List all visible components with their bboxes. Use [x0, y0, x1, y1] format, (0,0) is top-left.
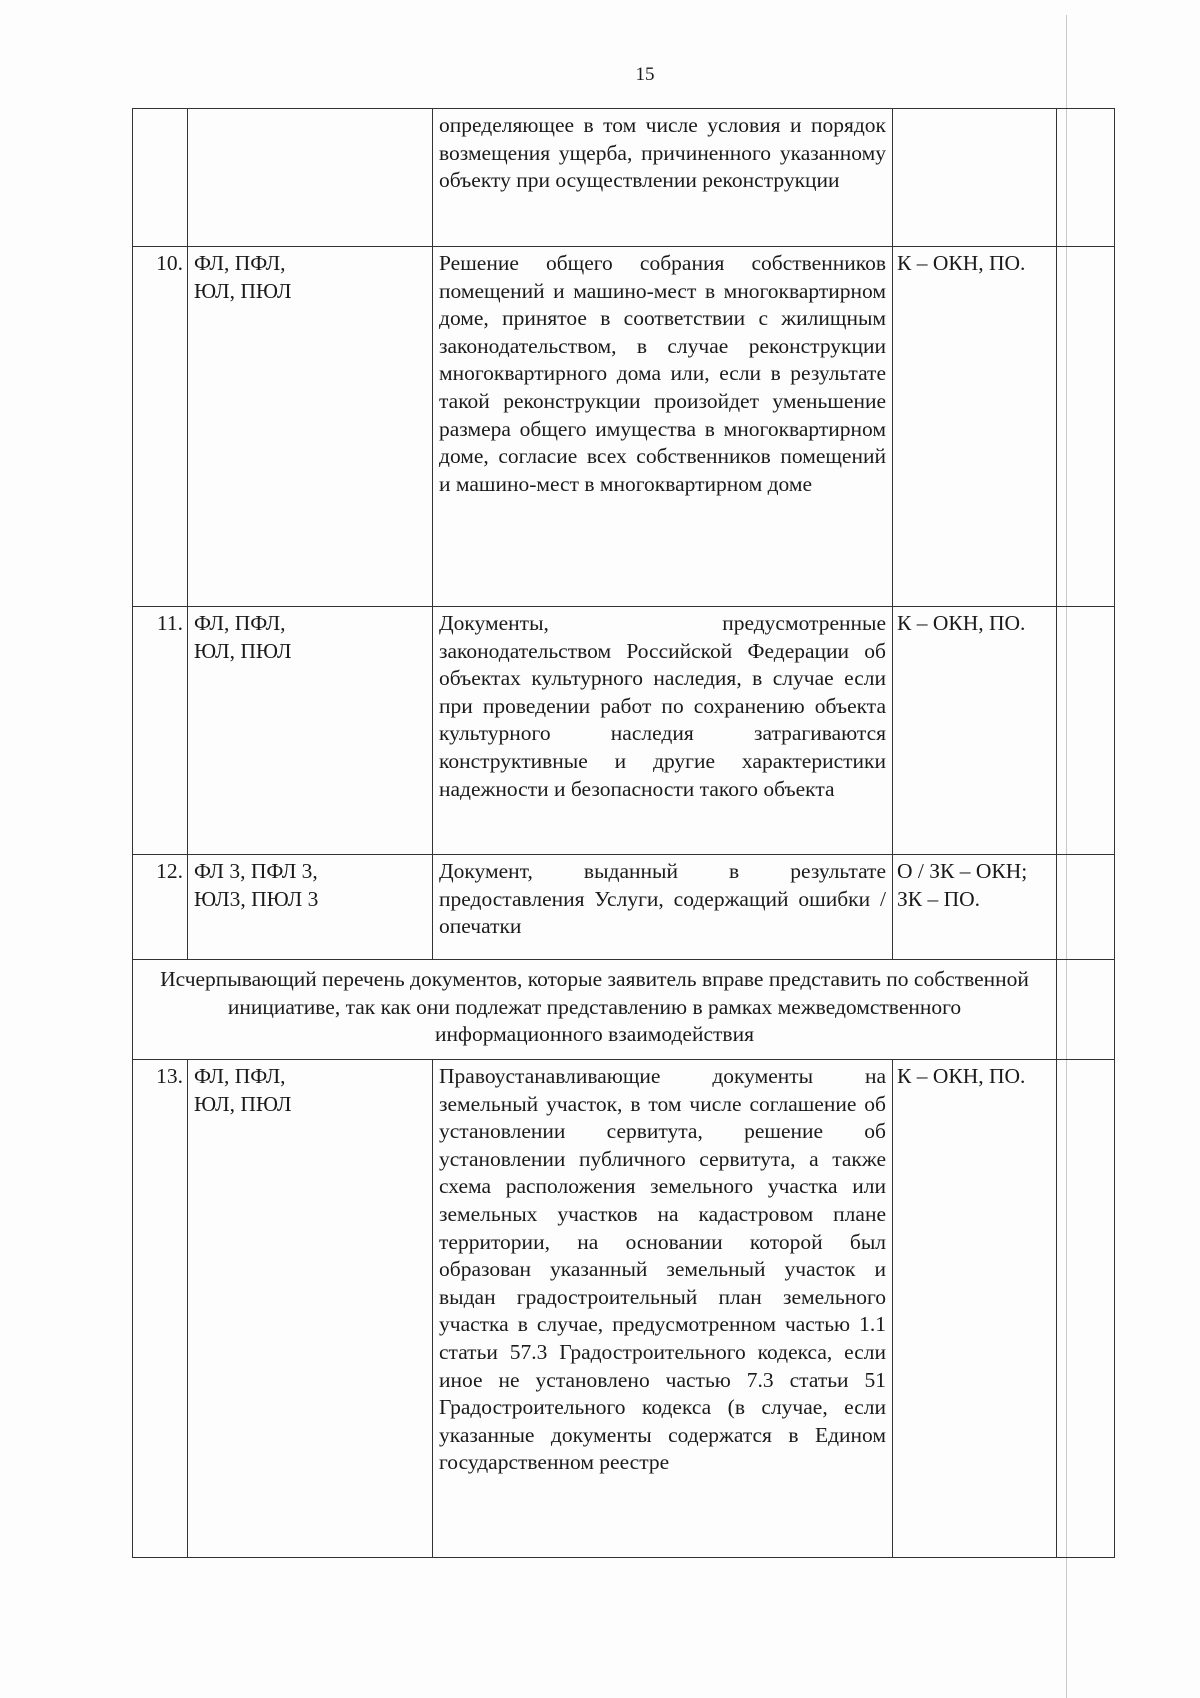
section-heading-row	[133, 960, 1115, 1060]
document-cell: Документы, предусмотренные законодательством Российской Федерации об объектах культурного наследия, в случае если при проведении работ по сохранению объекта культурного наследия затрагиваются конструктивные и другие характеристики надежности и безопасности такого объекта	[433, 607, 893, 855]
row-number: 12.	[133, 855, 188, 960]
mode-line: О / ЗК – ОКН;	[897, 859, 1028, 883]
applicant-line: ФЛ, ПФЛ,	[194, 251, 286, 275]
table-row-continuation	[133, 109, 1115, 247]
row-number: 10.	[133, 247, 188, 607]
applicants-cell	[188, 607, 433, 855]
applicant-line: ФЛ, ПФЛ,	[194, 1064, 286, 1088]
section-heading: Исчерпывающий перечень документов, которые заявитель вправе представить по собственной инициативе, так как они подлежат представлению в рамках межведомственного информационного взаимодействия	[133, 960, 1057, 1060]
applicants-cell	[188, 855, 433, 960]
row-number: 11.	[133, 607, 188, 855]
table-row	[133, 247, 1115, 607]
applicant-line: ЮЛ, ПЮЛ	[194, 638, 292, 663]
applicant-line: ЮЛ, ПЮЛ	[194, 1091, 292, 1116]
applicant-line: ФЛ, ПФЛ,	[194, 611, 286, 635]
extra-cell	[1057, 1060, 1115, 1558]
applicant-line: ЮЛ3, ПЮЛ 3	[194, 886, 319, 911]
applicants-cell	[188, 1060, 433, 1558]
mode-cell	[893, 1060, 1057, 1558]
mode-line: К – ОКН, ПО.	[897, 251, 1026, 275]
table-row	[133, 607, 1115, 855]
document-cell: Решение общего собрания собственников помещений и машино-мест в многоквартирном доме, принятое в соответствии с жилищным законодательством, в случае реконструкции многоквартирного дома или, если в результате такой реконструкции произойдет уменьшение размера общего имущества в многоквартирном доме, согласие всех собственников помещений и машино-мест в многоквартирном доме	[433, 247, 893, 607]
mode-cell	[893, 109, 1057, 247]
page-number: 15	[635, 64, 655, 85]
applicant-line: ФЛ 3, ПФЛ 3,	[194, 859, 318, 883]
extra-cell	[1057, 607, 1115, 855]
mode-cell	[893, 247, 1057, 607]
applicants-cell	[188, 109, 433, 247]
extra-cell	[1057, 960, 1115, 1060]
extra-cell	[1057, 247, 1115, 607]
document-cell: Правоустанавливающие документы на земельный участок, в том числе соглашение об установлении сервитута, решение об установлении публичного сервитута, а также схема расположения земельного участка или земельных участков на кадастровом плане территории, на основании которой был образован указанный земельный участок и выдан градостроительный план земельного участка в случае, предусмотренном частью 1.1 статьи 57.3 Градостроительного кодекса, если иное не установлено частью 7.3 статьи 51 Градостроительного кодекса (в случае, если указанные документы содержатся в Едином государственном реестре	[433, 1060, 893, 1558]
mode-line: ЗК – ПО.	[897, 886, 981, 911]
extra-cell	[1057, 109, 1115, 247]
applicants-cell	[188, 247, 433, 607]
extra-cell	[1057, 855, 1115, 960]
row-number: 13.	[133, 1060, 188, 1558]
document-cell: Документ, выданный в результате предоставления Услуги, содержащий ошибки /опечатки	[433, 855, 893, 960]
applicant-line: ЮЛ, ПЮЛ	[194, 278, 292, 303]
mode-line: К – ОКН, ПО.	[897, 611, 1026, 635]
row-number-cell	[133, 109, 188, 247]
mode-cell	[893, 855, 1057, 960]
mode-cell	[893, 607, 1057, 855]
mode-line: К – ОКН, ПО.	[897, 1064, 1026, 1088]
table-row	[133, 855, 1115, 960]
document-cell: определяющее в том числе условия и порядок возмещения ущерба, причиненного указанному объекту при осуществлении реконструкции	[433, 109, 893, 247]
table-row	[133, 1060, 1115, 1558]
documents-table	[132, 108, 1115, 1558]
